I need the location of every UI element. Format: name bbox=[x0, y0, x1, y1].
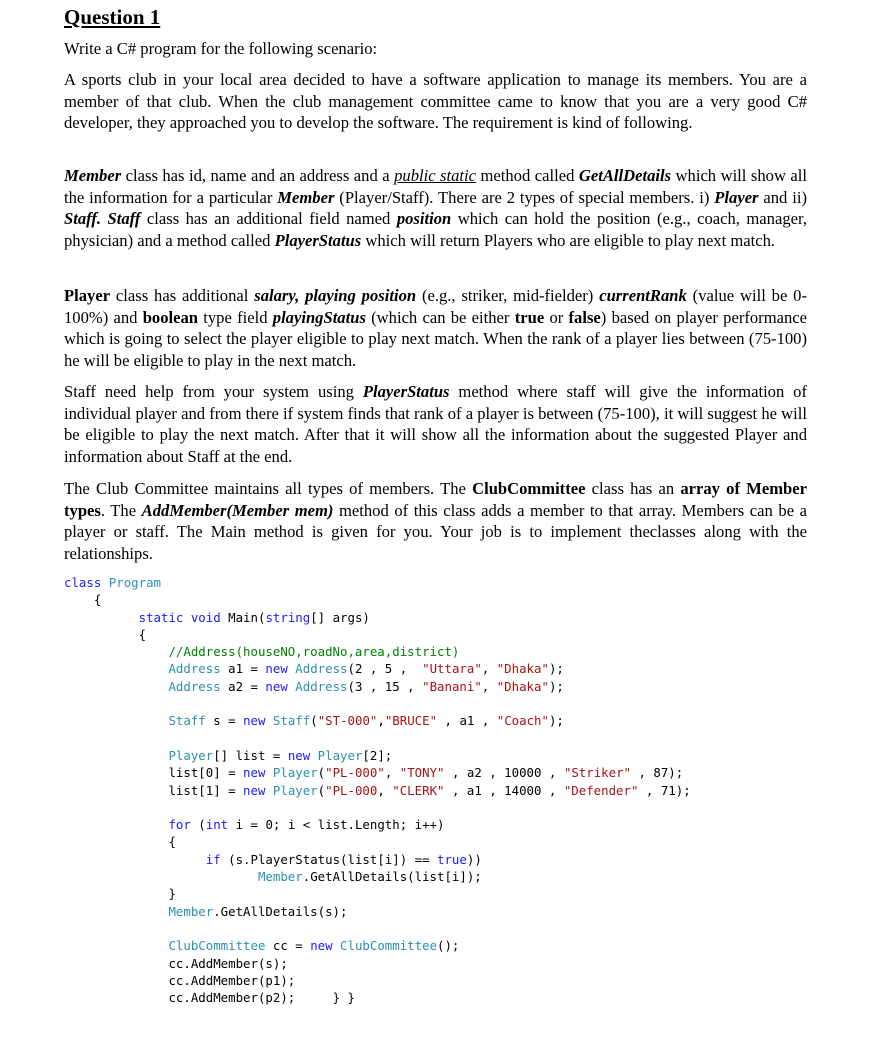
term-member: Member bbox=[64, 166, 122, 185]
scenario-paragraph: A sports club in your local area decided to have a software application to manage its members. You are a member of that club. When the club management committee came to know that you are a very good C# developer, they approached you to develop the software. The requirement is kind of following. bbox=[64, 70, 807, 133]
question-heading: Question 1 bbox=[64, 5, 161, 29]
term-public-static: public static bbox=[394, 166, 477, 185]
code-line: Address a2 = new Address(3 , 15 , "Banani", "Dhaka"); bbox=[168, 678, 564, 694]
player-class-paragraph: Player class has additional salary, playing position (e.g., striker, mid-fielder) currentRank (value will be 0-100%) and boolean type field playingStatus (which can be either true or false) based on player performance which is going to select the player eligible to play next match. When the rank of a player lies between (75-100) he will be eligible to play in the next match. bbox=[64, 286, 807, 370]
term-player: Player bbox=[64, 286, 111, 305]
code-line: Member.GetAllDetails(s); bbox=[168, 903, 348, 919]
code-line: if (s.PlayerStatus(list[i]) == true)) bbox=[205, 851, 482, 867]
code-block bbox=[64, 574, 691, 1006]
term-playerstatus: PlayerStatus bbox=[362, 382, 450, 401]
club-committee-paragraph: The Club Committee maintains all types of members. The ClubCommittee class has an array of Member types. The AddMember(Member mem) method of this class adds a member to that array. Members can be a player or staff. The Main method is given for you. Your job is to implement theclasses along with the relationships. bbox=[64, 479, 807, 563]
code-line: Staff s = new Staff("ST-000","BRUCE" , a1 , "Coach"); bbox=[168, 713, 564, 729]
term-clubcommittee: ClubCommittee bbox=[472, 479, 586, 498]
intro-text: Write a C# program for the following scenario: bbox=[64, 39, 378, 58]
code-line: for (int i = 0; i < list.Length; i++) bbox=[168, 817, 445, 833]
code-line: cc.AddMember(s); bbox=[168, 955, 288, 971]
code-line: class Program bbox=[64, 575, 161, 590]
term-playingstatus: playingStatus bbox=[272, 307, 366, 327]
term-playerstatus: PlayerStatus bbox=[274, 230, 362, 250]
term-true: true bbox=[514, 307, 545, 327]
code-line: { bbox=[78, 626, 147, 642]
term-staff: Staff. bbox=[64, 209, 102, 229]
code-line: list[0] = new Player("PL-000", "TONY" , a2 , 10000 , "Striker" , 87); bbox=[168, 765, 684, 781]
code-line: { bbox=[64, 592, 102, 608]
staff-paragraph: Staff need help from your system using PlayerStatus method where staff will give the information of individual player and from there if system finds that rank of a player is between (75-100), it will suggest he will be eligible to play the next match. After that it will show all the information about the suggested Player and information about Staff at the end. bbox=[64, 382, 807, 466]
term-array-of-member: array of Member types bbox=[64, 479, 807, 520]
term-false: false bbox=[568, 307, 601, 327]
code-line: static void Main(string[] args) bbox=[138, 609, 370, 625]
term-currentrank: currentRank bbox=[599, 286, 687, 305]
code-line: cc.AddMember(p2); } } bbox=[168, 990, 355, 1006]
code-line: } bbox=[108, 886, 176, 902]
term-boolean: boolean bbox=[142, 307, 199, 327]
code-line: { bbox=[108, 834, 176, 850]
code-line: Address a1 = new Address(2 , 5 , "Uttara", "Dhaka"); bbox=[168, 661, 564, 677]
term-position: position bbox=[396, 209, 452, 229]
code-line: ClubCommittee cc = new ClubCommittee(); bbox=[168, 938, 460, 954]
member-class-paragraph: Member class has id, name and an address and a public static method called GetAllDetails which will show all the information for a particular Member (Player/Staff). There are 2 types of special members. i) Player and ii) Staff. Staff class has an additional field named position which can hold the position (e.g., coach, manager, physician) and a method called PlayerStatus which will return Players who are eligible to play next match. bbox=[64, 166, 807, 250]
code-line: Player[] list = new Player[2]; bbox=[168, 747, 393, 763]
term-salary-position: salary, playing position bbox=[254, 286, 417, 305]
term-player: Player bbox=[714, 187, 759, 207]
code-line bbox=[64, 644, 459, 659]
code-line: cc.AddMember(p1); bbox=[168, 972, 296, 988]
code-comment: //Address(houseNO,roadNo,area,district) bbox=[168, 644, 460, 660]
code-line: Member.GetAllDetails(list[i]); bbox=[257, 869, 482, 885]
code-line: list[1] = new Player("PL-000, "CLERK" , a1 , 14000 , "Defender" , 71); bbox=[168, 782, 691, 798]
term-addmember: AddMember(Member mem) bbox=[141, 500, 334, 520]
term-getalldetails: GetAllDetails bbox=[578, 166, 672, 185]
